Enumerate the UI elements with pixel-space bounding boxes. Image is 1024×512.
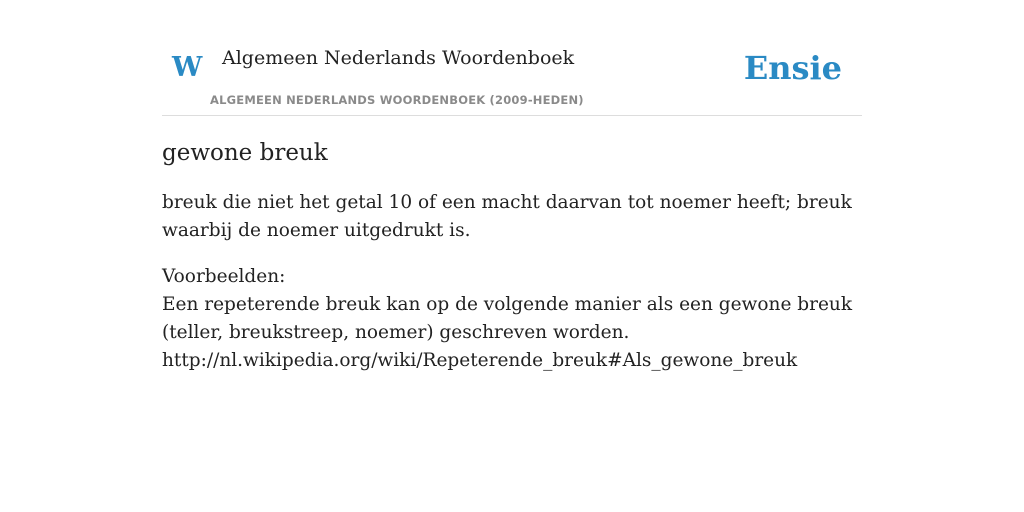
entry-examples	[162, 263, 862, 375]
entry-headword: gewone breuk	[162, 140, 328, 166]
example-source-url: http://nl.wikipedia.org/wiki/Repeterende_breuk#Als_gewone_breuk	[162, 349, 798, 371]
ensie-brand-logo[interactable]: Ensie	[743, 49, 842, 87]
source-title[interactable]: Algemeen Nederlands Woordenboek	[222, 47, 575, 69]
example-text: Een repeterende breuk kan op de volgende manier als een gewone breuk (teller, breukstreep, noemer) geschreven worden.	[162, 293, 853, 343]
entry-content	[162, 139, 862, 375]
source-subtitle: ALGEMEEN NEDERLANDS WOORDENBOEK (2009-HEDEN)	[210, 93, 584, 107]
entry-definition: breuk die niet het getal 10 of een macht daarvan tot noemer heeft; breuk waarbij de noemer uitgedrukt is.	[162, 191, 852, 241]
source-header	[162, 40, 862, 116]
source-logo-icon: W	[172, 52, 203, 83]
examples-label: Voorbeelden:	[162, 265, 286, 287]
